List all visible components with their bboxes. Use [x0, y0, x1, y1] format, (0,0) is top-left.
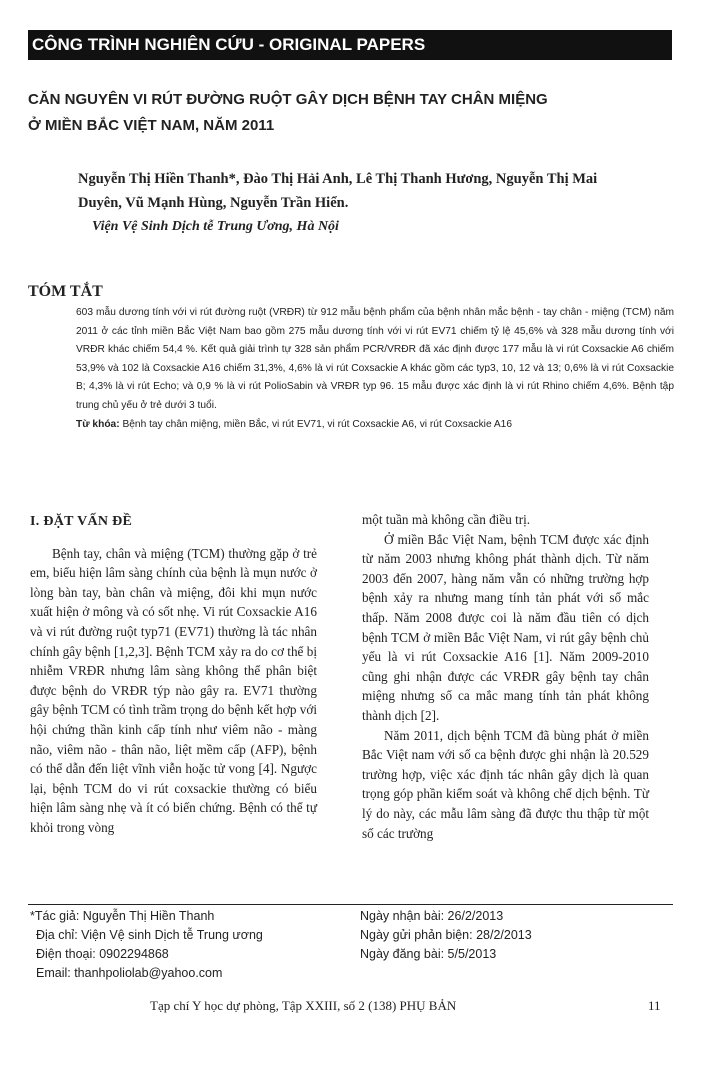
body-paragraph: Ở miền Bắc Việt Nam, bệnh TCM được xác định từ năm 2003 nhưng không phát thành dịch. Từ năm 2003 đến 2007, hàng năm vẫn có những trường hợp bệnh xảy ra nhưng mang tính tản phát với số mắc thấp. Năm 2008 được coi là năm đầu tiên có dịch bệnh TCM ở miền Bắc Việt Nam, vi rút gây bệnh chủ yếu là vi rút Coxsackie A16 [1]. Năm 2009-2010 cũng ghi nhận được các VRĐR gây bệnh tay chân miệng nhưng số ca mắc mang tính tản phát không thành dịch [2]. — [362, 531, 649, 723]
keywords — [76, 416, 674, 435]
footnote-phone: Điện thoại: 0902294868 — [36, 947, 169, 961]
body-column-left — [30, 510, 317, 838]
footnote-address: Địa chỉ: Viện Vệ sinh Dịch tễ Trung ương — [36, 928, 263, 942]
date-review: Ngày gửi phản biện: 28/2/2013 — [360, 928, 532, 942]
abstract-text: 603 mẫu dương tính với vi rút đường ruột (VRĐR) từ 912 mẫu bệnh phẩm của bệnh nhân mắc bệnh - tay chân - miệng (TCM) năm 2011 ở các tỉnh miền Bắc Việt Nam bao gồm 275 mẫu dương tính với vi rút EV71 chiếm tỷ lệ 45,6% và 328 mẫu dương tính với VRĐR khác chiếm 54,4 %. Kết quả giải trình tự 328 sản phẩm PCR/VRĐR đã xác định được 177 mẫu là vi rút Coxsackie A6 chiếm 53,9% và 102 là Coxsackie A16 chiếm 31,3%, 4,6% là vi rút Coxsackie A khác gồm các typ3, 10, 12 và 13; 0,6% là vi rút Coxsackie B; 4,3% là vi rút Echo; và 0,9 % là vi rút PolioSabin và VRĐR typ 96. 15 mẫu được xác định là vi rút Rhino chiếm 4,6%. Bệnh tập trung chủ yếu ở trẻ dưới 3 tuổi. — [76, 307, 674, 411]
body-column-right — [362, 510, 649, 843]
section-heading: I. ĐẶT VẤN ĐỀ — [30, 514, 133, 529]
journal-footer: Tạp chí Y học dự phòng, Tập XXIII, số 2 (138) PHỤ BẢN — [150, 998, 457, 1013]
section-banner: CÔNG TRÌNH NGHIÊN CỨU - ORIGINAL PAPERS — [28, 30, 672, 60]
author-list — [78, 167, 678, 215]
authors-line-2: Duyên, Vũ Mạnh Hùng, Nguyễn Trần Hiển. — [78, 195, 349, 211]
date-received: Ngày nhận bài: 26/2/2013 — [360, 909, 504, 923]
abstract — [76, 304, 674, 434]
body-paragraph: Năm 2011, dịch bệnh TCM đã bùng phát ở miền Bắc Việt nam với số ca bệnh được ghi nhận là 20.529 trường hợp, việc xác định tác nhân gây dịch là quan trọng góp phần kiểm soát và không chế dịch bệnh. Từ lý do này, các mẫu lâm sàng đã được thu thập từ một số các trường — [362, 727, 649, 841]
footnote-divider — [28, 904, 673, 905]
authors-line-1: Nguyễn Thị Hiền Thanh*, Đào Thị Hải Anh, Lê Thị Thanh Hương, Nguyễn Thị Mai — [78, 171, 598, 187]
affiliation: Viện Vệ Sinh Dịch tễ Trung Ương, Hà Nội — [92, 219, 339, 234]
body-paragraph-continued: một tuần mà không cần điều trị. — [362, 512, 531, 527]
abstract-heading: TÓM TẮT — [28, 283, 103, 300]
footnote-author: *Tác giả: Nguyễn Thị Hiền Thanh — [30, 909, 215, 923]
date-published: Ngày đăng bài: 5/5/2013 — [360, 947, 497, 961]
keywords-text: Bệnh tay chân miệng, miền Bắc, vi rút EV71, vi rút Coxsackie A6, vi rút Coxsackie A16 — [119, 418, 513, 430]
article-title — [28, 87, 678, 139]
body-paragraph: Bệnh tay, chân và miệng (TCM) thường gặp ở trẻ em, biểu hiện lâm sàng chính của bệnh là mụn nước ở lòng bàn tay, bàn chân và miệng, đôi khi mụn nước xuất hiện ở mông và có sốt nhẹ. Vi rút Coxsackie A16 và vi rút đường ruột typ71 (EV71) thường là tác nhân chính gây bệnh [1,2,3]. Bệnh TCM xảy ra do cơ thể bị nhiễm VRĐR nhưng lâm sàng không thể phân biệt được bệnh do VRĐR týp nào gây ra. EV71 thường gây bệnh TCM có tình trầm trọng do bệnh kết hợp với hội chứng thần kinh cấp tính như viêm não - màng não, viêm não - thân não, liệt mềm cấp (AFP), bệnh có thể dẫn đến liệt vĩnh viễn hoặc tử vong [4]. Ngược lại, bệnh TCM do vi rút coxsackie thường có biểu hiện lâm sàng nhẹ và ít có biến chứng. Bệnh có thể tự khỏi trong vòng — [30, 545, 317, 835]
footnote-email: Email: thanhpoliolab@yahoo.com — [36, 966, 223, 980]
submission-dates — [360, 907, 660, 964]
title-line-2: Ở MIỀN BẮC VIỆT NAM, NĂM 2011 — [28, 117, 275, 134]
correspondence-info — [30, 907, 350, 983]
title-line-1: CĂN NGUYÊN VI RÚT ĐƯỜNG RUỘT GÂY DỊCH BỆNH TAY CHÂN MIỆNG — [28, 91, 548, 108]
keywords-label: Từ khóa: — [76, 418, 120, 430]
page-number: 11 — [648, 998, 661, 1013]
